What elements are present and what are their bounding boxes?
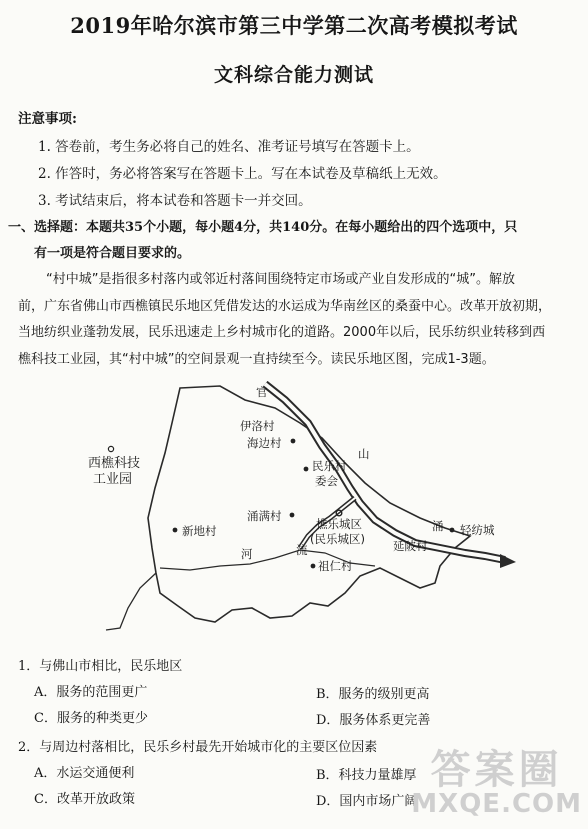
section-instruction-line1: 一、选择题：本题共35个小题，每小题4分，共140分。在每小题给出的四个选项中，只 xyxy=(8,220,518,235)
map-dot-haibian xyxy=(291,439,296,444)
map-west-boundary xyxy=(106,573,156,630)
map-label-park-1: 西樵科技 xyxy=(88,456,141,471)
watermark xyxy=(411,738,582,819)
passage-line-4: 樵科技工业园，其“村中城”的空间景观一直持续至今。读民乐地区图，完成1-3题。 xyxy=(18,351,495,367)
map-dot-minle xyxy=(304,467,309,472)
question-1-option-a[interactable]: A．服务的范围更广 xyxy=(34,685,148,700)
map-dot-qingfang xyxy=(450,528,455,533)
map-dot-xindi xyxy=(173,528,178,533)
notice-heading: 注意事项: xyxy=(18,111,77,127)
map-dot-zuren xyxy=(311,564,316,569)
map-label-minle-2: 委会 xyxy=(315,474,338,488)
notice-item-2: 2. 作答时，务必将答案写在答题卡上。写在本试卷及草稿纸上无效。 xyxy=(38,166,447,182)
page-subtitle: 文科综合能力测试 xyxy=(213,64,374,86)
question-2-option-d[interactable]: D．国内市场广阔 xyxy=(316,794,418,809)
page-title: 2019年哈尔滨市第三中学第二次高考模拟考试 xyxy=(70,13,518,38)
section-instruction-line2: 有一项是符合题目要求的。 xyxy=(34,246,191,261)
map-label-chengqu-1: 樵乐城区 xyxy=(316,517,362,531)
map-label-yanpo: 延陂村 xyxy=(393,539,428,553)
notice-item-3: 3. 考试结束后，将本试卷和答题卡一并交回。 xyxy=(38,193,312,209)
notice-item-1: 1. 答卷前，考生务必将自己的姓名、准考证号填写在答题卡上。 xyxy=(38,139,420,155)
map-label-yong: 涌 xyxy=(432,519,444,533)
map-label-haibian: 海边村 xyxy=(247,436,282,450)
minle-region-map xyxy=(60,378,530,640)
passage-line-3: 当地纺织业蓬勃发展，民乐迅速走上乡村城市化的道路。2000年以后，民乐纺织业转移到西 xyxy=(18,325,546,340)
map-label-park-2: 工业园 xyxy=(93,472,133,487)
map-label-chongman: 涌满村 xyxy=(247,509,282,523)
map-label-qingfang: 轻纺城 xyxy=(460,523,495,537)
question-2-option-c[interactable]: C．改革开放政策 xyxy=(34,792,135,807)
map-label-chengqu-2: (民乐城区) xyxy=(310,532,365,546)
question-1-option-d[interactable]: D．服务体系更完善 xyxy=(316,713,431,728)
map-label-guan: 官 xyxy=(256,385,268,399)
map-dot-chongman xyxy=(290,513,295,518)
watermark-cn: 答案圈 xyxy=(430,747,563,793)
map-river-arrow xyxy=(500,554,516,568)
map-label-xindi: 新地村 xyxy=(182,524,217,538)
map-label-yiluo: 伊洛村 xyxy=(240,419,275,433)
map-label-zuren: 祖仁村 xyxy=(318,559,353,573)
map-label-shan: 山 xyxy=(358,447,370,461)
question-1-option-c[interactable]: C．服务的种类更少 xyxy=(34,711,148,726)
question-2-option-b[interactable]: B．科技力量雄厚 xyxy=(316,768,417,783)
map-label-liu: 流 xyxy=(296,543,308,557)
map-label-he: 河 xyxy=(241,547,253,561)
question-2-option-a[interactable]: A．水运交通便利 xyxy=(34,766,135,781)
map-label-minle-1: 民乐村 xyxy=(312,459,347,473)
question-1-stem: 1．与佛山市相比，民乐地区 xyxy=(18,659,183,674)
watermark-en: MXQE.COM xyxy=(411,789,582,819)
passage-line-1: “村中城”是指很多村落内或邻近村落间围绕特定市场或产业自发形成的“城”。解放 xyxy=(46,272,515,287)
passage xyxy=(18,267,582,373)
passage-line-2: 前，广东省佛山市西樵镇民乐地区凭借发达的水运成为华南丝区的桑蚕中心。改革开放初期， xyxy=(18,298,552,314)
question-2-stem: 2．与周边村落相比，民乐乡村最先开始城市化的主要区位因素 xyxy=(18,740,378,755)
map-dot-park xyxy=(108,446,113,451)
question-1-option-b[interactable]: B．服务的级别更高 xyxy=(316,687,430,702)
